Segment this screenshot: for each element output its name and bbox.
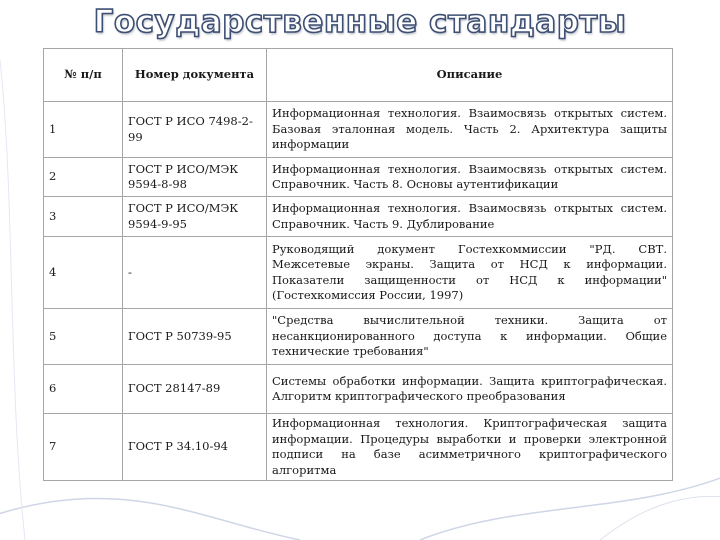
document-number: ГОСТ 28147-89 xyxy=(123,365,267,414)
document-description: "Средства вычислительной техники. Защита от несанкционированного доступа к информации. Общие технические требования" xyxy=(267,309,673,365)
header-desc: Описание xyxy=(267,49,673,102)
document-description: Системы обработки информации. Защита криптографическая. Алгоритм криптографического преобразования xyxy=(267,365,673,414)
table-row xyxy=(44,365,673,414)
row-number: 1 xyxy=(44,102,123,158)
table-row xyxy=(44,197,673,237)
decor-curve xyxy=(0,60,25,540)
table-header-row xyxy=(44,49,673,102)
table-row xyxy=(44,414,673,481)
decor-curve xyxy=(0,498,300,540)
document-description: Информационная технология. Взаимосвязь открытых систем. Справочник. Часть 9. Дублирование xyxy=(267,197,673,237)
slide-title: Государственные стандарты xyxy=(93,4,627,40)
table-row xyxy=(44,158,673,197)
document-number: ГОСТ Р ИСО/МЭК 9594-8-98 xyxy=(123,158,267,197)
table-row xyxy=(44,237,673,309)
document-number: ГОСТ Р ИСО/МЭК 9594-9-95 xyxy=(123,197,267,237)
header-num: № п/п xyxy=(44,49,123,102)
decor-curve xyxy=(600,496,720,540)
document-description: Информационная технология. Взаимосвязь открытых систем. Справочник. Часть 8. Основы аутентификации xyxy=(267,158,673,197)
row-number: 3 xyxy=(44,197,123,237)
table-row xyxy=(44,309,673,365)
header-doc: Номер документа xyxy=(123,49,267,102)
row-number: 2 xyxy=(44,158,123,197)
document-number: - xyxy=(123,237,267,309)
document-number: ГОСТ Р ИСО 7498-2-99 xyxy=(123,102,267,158)
document-number: ГОСТ Р 50739-95 xyxy=(123,309,267,365)
row-number: 5 xyxy=(44,309,123,365)
document-description: Руководящий документ Гостехкоммиссии "РД. СВТ. Межсетевые экраны. Защита от НСД к информации. Показатели защищенности от НСД к информации" (Гостехкомиссия России, 1997) xyxy=(267,237,673,309)
document-description: Информационная технология. Взаимосвязь открытых систем. Базовая эталонная модель. Часть 2. Архитектура защиты информации xyxy=(267,102,673,158)
table-row xyxy=(44,102,673,158)
document-number: ГОСТ Р 34.10-94 xyxy=(123,414,267,481)
standards-table xyxy=(43,48,673,481)
row-number: 4 xyxy=(44,237,123,309)
row-number: 7 xyxy=(44,414,123,481)
row-number: 6 xyxy=(44,365,123,414)
document-description: Информационная технология. Криптографическая защита информации. Процедуры выработки и проверки электронной подписи на базе асимметричного криптографического алгоритма xyxy=(267,414,673,481)
